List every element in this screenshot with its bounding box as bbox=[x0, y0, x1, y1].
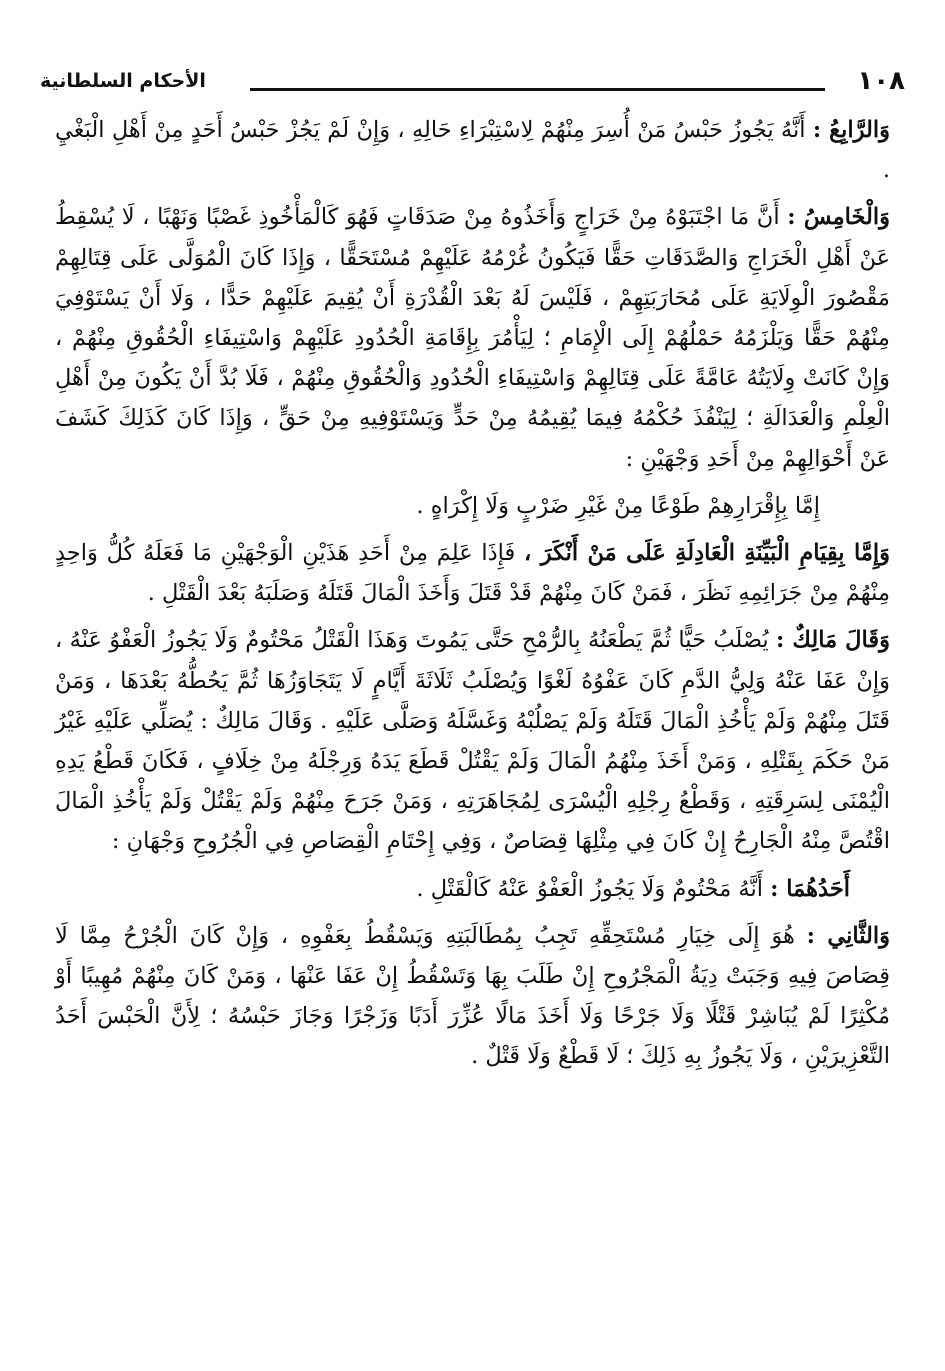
paragraph-text: أَنَّ مَا اجْتَبَوْهُ مِنْ خَرَاجٍ وَأَخَذُوهُ مِنْ صَدَقَاتٍ فَهُوَ كَالْمَأْخُوذِ غَصْبًا وَنَهْبًا ، لَا يُسْقِطُ عَنْ أَهْلِ الْخَرَاجِ وَالصَّدَقَاتِ حَقًّا فَيَكُونُ غُرْمُهُ عَلَيْهِمْ مُسْتَحَقًّا ، وَإِذَا كَانَ الْمُوَلَّى عَلَى قِتَالِهِمْ مَقْصُورَ الْوِلَايَةِ عَلَى مُحَارَبَتِهِمْ ، فَلَيْسَ لَهُ بَعْدَ الْقُدْرَةِ أَنْ يُقِيمَ عَلَيْهِمْ حَدًّا ، وَلَا أَنْ يَسْتَوْفِيَ مِنْهُمْ حَقًّا وَيَلْزَمُهُ حَمْلُهُمْ إِلَى الْإِمَامِ ؛ لِيَأْمُرَ بِإِقَامَةِ الْحُدُودِ عَلَيْهِمْ وَاسْتِيفَاءِ الْحُقُوقِ مِنْهُمْ ، وَإِنْ كَانَتْ وِلَايَتُهُ عَامَّةً عَلَى قِتَالِهِمْ وَاسْتِيفَاءِ الْحُدُودِ وَالْحُقُوقِ مِنْهُمْ ، فَلَا بُدَّ أَنْ يَكُونَ مِنْ أَهْلِ الْعِلْمِ وَالْعَدَالَةِ ؛ لِيَنْفُذَ حُكْمُهُ فِيمَا يُقِيمُهُ مِنْ حَدٍّ وَيَسْتَوْفِيهِ مِنْ حَقٍّ ، وَإِذَا كَانَ كَذَلِكَ كَشَفَ عَنْ أَحْوَالِهِمْ مِنْ أَحَدِ وَجْهَيْنِ : bbox=[55, 204, 890, 472]
paragraph-first-view bbox=[55, 869, 890, 909]
paragraph-text: إِمَّا بِإِقْرَارِهِمْ طَوْعًا مِنْ غَيْرِ ضَرْبٍ وَلَا إِكْرَاهٍ . bbox=[416, 492, 820, 519]
paragraph-lead: وَالْخَامِسُ : bbox=[787, 204, 890, 231]
paragraph-text: فَإِذَا عَلِمَ مِنْ أَحَدِ هَذَيْنِ الْوَجْهَيْنِ مَا فَعَلَهُ كُلُّ وَاحِدٍ مِنْهُمْ مِنْ جَرَائِمِهِ نَظَرَ ، فَمَنْ كَانَ مِنْهُمْ قَدْ قَتَلَ وَأَخَذَ الْمَالَ قَتَلَهُ وَصَلَبَهُ بَعْدَ الْقَتْلِ . bbox=[55, 540, 890, 607]
paragraph-evidence bbox=[55, 533, 890, 613]
paragraph-lead: وَالثَّانِي : bbox=[806, 922, 891, 949]
paragraph-lead: وَالرَّابِعُ : bbox=[812, 117, 891, 143]
paragraph-second-view bbox=[55, 916, 890, 1077]
paragraph-text: يُصْلَبُ حَيًّا ثُمَّ يَطْعَنُهُ بِالرُّمْحِ حَتَّى يَمُوتَ وَهَذَا الْقَتْلُ مَحْتُومٌ وَلَا يَجُوزُ الْعَفْوُ عَنْهُ ، وَإِنْ عَفَا عَنْهُ وَلِيُّ الدَّمِ كَانَ عَفْوُهُ لَغْوًا وَيُصْلَبُ ثَلَاثَةَ أَيَّامٍ لَا يَتَجَاوَزُهَا ثُمَّ يَحُطُّهُ بَعْدَهَا ، وَمَنْ قَتَلَ مِنْهُمْ وَلَمْ يَأْخُذِ الْمَالَ قَتَلَهُ وَلَمْ يَصْلُبْهُ وَغَسَّلَهُ وَصَلَّى عَلَيْهِ . وَقَالَ مَالِكٌ : يُصَلِّي عَلَيْهِ غَيْرُ مَنْ حَكَمَ بِقَتْلِهِ ، وَمَنْ أَخَذَ مِنْهُمُ الْمَالَ وَلَمْ يَقْتُلْ قَطَعَ يَدَهُ وَرِجْلَهُ مِنْ خِلَافٍ ، فَكَانَ قَطْعُ يَدِهِ الْيُمْنَى لِسَرِقَتِهِ ، وَقَطْعُ رِجْلِهِ الْيُسْرَى لِمُجَاهَرَتِهِ ، وَمَنْ جَرَحَ مِنْهُمْ وَلَمْ يَقْتُلْ وَلَمْ يَأْخُذِ الْمَالَ اقْتُصَّ مِنْهُ الْجَارِحُ إِنْ كَانَ فِي مِثْلِهَا قِصَاصٌ ، وَفِي إِحْتَامِ الْقِصَاصِ فِي الْجُرُوحِ وَجْهَانِ : bbox=[55, 627, 890, 855]
header-rule bbox=[250, 88, 825, 91]
paragraph-text: هُوَ إِلَى خِيَارِ مُسْتَحِقِّهِ تَجِبُ بِمُطَالَبَتِهِ وَيَسْقُطُ بِعَفْوِهِ ، وَإِنْ كَانَ الْجُرْحُ مِمَّا لَا قِصَاصَ فِيهِ وَجَبَتْ دِيَةُ الْمَجْرُوحِ إِنْ طَلَبَ بِهَا وَتَسْقُطُ إِنْ عَفَا عَنْهَا ، وَمَنْ كَانَ مِنْهُمْ مُهِيبًا أَوْ مُكْثِرًا لَمْ يُبَاشِرْ قَتْلًا وَلَا جَرْحًا وَلَا أَخَذَ مَالًا عُزِّرَ أَدَبًا وَزَجْرًا وَجَازَ حَبْسُهُ ؛ لِأَنَّ الْحَبْسَ أَحَدُ التَّعْزِيرَيْنِ ، وَلَا يَجُوزُ بِهِ ذَلِكَ ؛ لَا قَطْعٌ وَلَا قَتْلٌ . bbox=[55, 922, 890, 1070]
page-header bbox=[40, 64, 905, 104]
paragraph-text: أَنَّهُ يَجُوزُ حَبْسُ مَنْ أُسِرَ مِنْهُمْ لِاسْتِبْرَاءِ حَالِهِ ، وَإِنْ لَمْ يَجُزْ حَبْسُ أَحَدٍ مِنْ أَهْلِ الْبَغْيِ . bbox=[55, 117, 890, 184]
paragraph-confession bbox=[55, 486, 890, 526]
paragraph-fifth bbox=[55, 197, 890, 478]
paragraph-fourth bbox=[55, 110, 890, 190]
running-title: الأحكام السلطانية bbox=[40, 70, 206, 92]
paragraph-malik bbox=[55, 620, 890, 861]
page-number: ١٠٨ bbox=[857, 66, 905, 96]
paragraph-lead: أَحَدُهُمَا : bbox=[770, 875, 850, 902]
body-text bbox=[55, 110, 890, 1084]
paragraph-lead: وَإِمَّا بِقِيَامِ الْبَيِّنَةِ الْعَادِلَةِ عَلَى مَنْ أَنْكَرَ ، bbox=[524, 540, 891, 567]
paragraph-text: أَنَّهُ مَحْتُومٌ وَلَا يَجُوزُ الْعَفْوُ عَنْهُ كَالْقَتْلِ . bbox=[416, 875, 763, 902]
paragraph-lead: وَقَالَ مَالِكٌ : bbox=[776, 627, 890, 654]
